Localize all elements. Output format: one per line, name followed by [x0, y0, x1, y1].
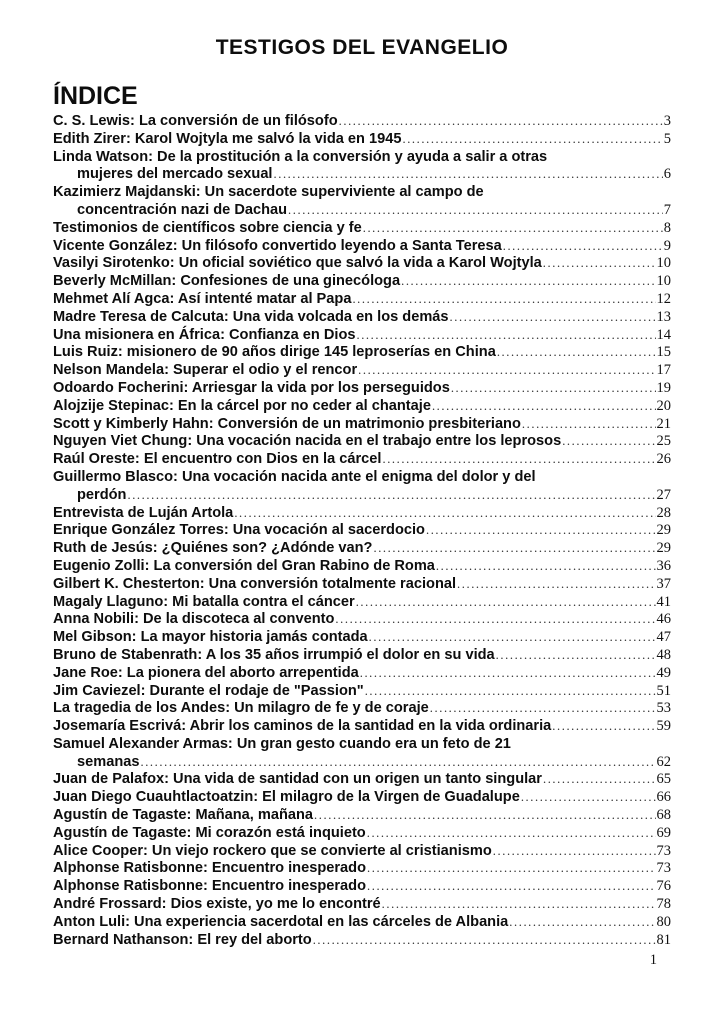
toc-entry-title-continuation: concentración nazi de Dachau — [77, 201, 288, 218]
toc-entry-page: 3 — [663, 113, 671, 129]
toc-entry — [53, 611, 671, 629]
dot-leader — [450, 309, 656, 327]
toc-entry-page: 41 — [656, 593, 671, 610]
dot-leader — [358, 362, 655, 380]
toc-entry-title: Entrevista de Luján Artola — [53, 504, 234, 521]
toc-entry-title: Enrique González Torres: Una vocación al sacerdocio — [53, 522, 425, 539]
toc-entry-page: 73 — [656, 842, 671, 859]
toc-entry — [53, 665, 671, 683]
dot-leader — [365, 683, 656, 701]
toc-entry — [53, 505, 671, 523]
dot-leader — [127, 487, 655, 505]
toc-entry — [53, 291, 671, 309]
toc-entry-page: 9 — [663, 237, 671, 254]
toc-entry — [53, 718, 671, 736]
toc-entry — [53, 629, 671, 647]
toc-entry — [53, 380, 671, 398]
dot-leader — [363, 220, 663, 238]
toc-entry-page: 8 — [663, 219, 671, 236]
toc-entry-page: 66 — [656, 789, 671, 806]
dot-leader — [314, 807, 655, 825]
toc-entry-page: 21 — [656, 415, 671, 432]
toc-entry-page: 36 — [656, 557, 671, 574]
dot-leader — [543, 771, 656, 789]
toc-entry-title: Bernard Nathanson: El rey del aborto — [53, 931, 312, 948]
dot-leader — [367, 878, 656, 896]
toc-entry — [53, 131, 671, 149]
toc-entry-page: 14 — [656, 326, 671, 343]
toc-entry-title-continuation: perdón — [77, 486, 127, 503]
dot-leader — [360, 665, 656, 683]
toc-entry — [53, 327, 671, 345]
toc-entry-title: Jim Caviezel: Durante el rodaje de "Passion" — [53, 682, 364, 699]
toc-entry — [53, 255, 671, 273]
toc-entry — [53, 540, 671, 558]
toc-entry-title: Agustín de Tagaste: Mañana, mañana — [53, 807, 314, 824]
toc-entry-page: 65 — [656, 771, 671, 788]
dot-leader — [436, 558, 656, 576]
toc-entry-title: Guillermo Blasco: Una vocación nacida ante el enigma del dolor y del — [53, 468, 536, 485]
toc-entry-title: Anton Luli: Una experiencia sacerdotal en las cárceles de Albania — [53, 913, 509, 930]
toc-entry-title: Bruno de Stabenrath: A los 35 años irrumpió el dolor en su vida — [53, 646, 495, 663]
toc-entry — [53, 825, 671, 843]
toc-entry-title: La tragedia de los Andes: Un milagro de fe y de coraje — [53, 700, 429, 717]
toc-entry-title: Josemaría Escrivá: Abrir los caminos de la santidad en la vida ordinaria — [53, 718, 552, 735]
toc-entry-title: Luis Ruiz: misionero de 90 años dirige 145 leproserías en China — [53, 344, 496, 361]
toc-entry-page: 78 — [656, 896, 671, 913]
toc-entry-page: 53 — [656, 700, 671, 717]
toc-entry-title: Mehmet Alí Agca: Así intenté matar al Papa — [53, 290, 352, 307]
toc-entry — [53, 469, 671, 505]
toc-entry-page: 27 — [656, 486, 671, 503]
toc-entry-page: 13 — [656, 308, 671, 325]
toc-entry-title: Ruth de Jesús: ¿Quiénes son? ¿Adónde van? — [53, 540, 373, 557]
toc-entry-page: 62 — [656, 753, 671, 770]
toc-entry — [53, 522, 671, 540]
toc-entry-page: 46 — [656, 611, 671, 628]
toc-entry-title-continuation: mujeres del mercado sexual — [77, 166, 273, 183]
toc-entry-page: 59 — [656, 718, 671, 735]
toc-entry — [53, 309, 671, 327]
dot-leader — [274, 166, 663, 184]
dot-leader — [369, 629, 656, 647]
toc-entry-page: 19 — [656, 379, 671, 396]
dot-leader — [521, 789, 656, 807]
toc-entry-title: Kazimierz Majdanski: Un sacerdote superviviente al campo de — [53, 184, 484, 201]
toc-entry — [53, 843, 671, 861]
dot-leader — [432, 398, 656, 416]
toc-entry-title: Juan Diego Cuauhtlactoatzin: El milagro de la Virgen de Guadalupe — [53, 789, 520, 806]
toc-entry-title: Madre Teresa de Calcuta: Una vida volcada en los demás — [53, 308, 449, 325]
toc-entry-title: Testimonios de científicos sobre ciencia y fe — [53, 219, 362, 236]
toc-entry-page: 81 — [656, 931, 671, 948]
dot-leader — [457, 576, 655, 594]
toc-entry-title: Magaly Llaguno: Mi batalla contra el cáncer — [53, 593, 355, 610]
toc-entry-title: Anna Nobili: De la discoteca al convento — [53, 611, 335, 628]
dot-leader — [352, 291, 655, 309]
dot-leader — [552, 718, 655, 736]
dot-leader — [509, 914, 655, 932]
dot-leader — [451, 380, 656, 398]
toc-entry — [53, 558, 671, 576]
dot-leader — [140, 754, 655, 772]
toc-entry — [53, 451, 671, 469]
toc-entry — [53, 807, 671, 825]
toc-entry-page: 5 — [663, 130, 671, 147]
toc-entry-title: Beverly McMillan: Confesiones de una ginecóloga — [53, 273, 401, 290]
toc-entry-page: 37 — [656, 575, 671, 592]
toc-entry-page: 10 — [656, 273, 671, 290]
toc-entry — [53, 273, 671, 291]
dot-leader — [356, 594, 656, 612]
toc-entry-title: Raúl Oreste: El encuentro con Dios en la cárcel — [53, 451, 382, 468]
toc-entry — [53, 700, 671, 718]
toc-entry — [53, 149, 671, 185]
toc-entry-page: 73 — [656, 860, 671, 877]
toc-entry-page: 20 — [656, 397, 671, 414]
toc-heading: ÍNDICE — [53, 82, 138, 110]
toc-entry — [53, 113, 671, 131]
toc-entry-title: Alphonse Ratisbonne: Encuentro inesperado — [53, 878, 366, 895]
toc-entry-title: André Frossard: Dios existe, yo me lo encontré — [53, 896, 381, 913]
toc-entry-title: Agustín de Tagaste: Mi corazón está inquieto — [53, 824, 366, 841]
toc-entry — [53, 789, 671, 807]
toc-entry-page: 17 — [656, 362, 671, 379]
toc-entry-page: 12 — [656, 290, 671, 307]
toc-entry-page: 6 — [663, 166, 671, 183]
toc-entry-title-continuation: semanas — [77, 753, 140, 770]
toc-entry-title: Vicente González: Un filósofo convertido leyendo a Santa Teresa — [53, 237, 502, 254]
toc-entry-title: Samuel Alexander Armas: Un gran gesto cuando era un feto de 21 — [53, 735, 511, 752]
toc-entry — [53, 878, 671, 896]
toc-entry-page: 26 — [656, 451, 671, 468]
toc-entry — [53, 362, 671, 380]
dot-leader — [339, 113, 663, 131]
toc-entry-title: Alojzije Stepinac: En la cárcel por no ceder al chantaje — [53, 397, 431, 414]
toc-entry — [53, 220, 671, 238]
dot-leader — [402, 131, 662, 149]
toc-entry-title: Scott y Kimberly Hahn: Conversión de un matrimonio presbiteriano — [53, 415, 521, 432]
dot-leader — [522, 416, 656, 434]
dot-leader — [496, 647, 656, 665]
toc-list — [53, 113, 671, 949]
toc-entry-title: Linda Watson: De la prostitución a la conversión y ayuda a salir a otras — [53, 148, 548, 165]
dot-leader — [503, 238, 663, 256]
toc-entry — [53, 914, 671, 932]
toc-entry-page: 29 — [656, 522, 671, 539]
toc-entry — [53, 932, 671, 950]
dot-leader — [497, 344, 656, 362]
toc-entry — [53, 860, 671, 878]
page-number: 1 — [649, 952, 657, 969]
dot-leader — [288, 202, 663, 220]
toc-entry — [53, 594, 671, 612]
toc-entry-page: 47 — [656, 629, 671, 646]
toc-entry-title: Odoardo Focherini: Arriesgar la vida por los perseguidos — [53, 379, 450, 396]
dot-leader — [313, 932, 656, 950]
toc-entry — [53, 416, 671, 434]
toc-entry-title: C. S. Lewis: La conversión de un filósofo — [53, 113, 338, 129]
toc-entry-title: Alice Cooper: Un viejo rockero que se convierte al cristianismo — [53, 842, 492, 859]
toc-entry-page: 76 — [656, 878, 671, 895]
toc-entry-title: Nelson Mandela: Superar el odio y el rencor — [53, 362, 358, 379]
dot-leader — [367, 860, 656, 878]
toc-entry-page: 68 — [656, 807, 671, 824]
toc-entry-title: Gilbert K. Chesterton: Una conversión totalmente racional — [53, 575, 457, 592]
toc-entry-title: Edith Zirer: Karol Wojtyla me salvó la vida en 1945 — [53, 130, 402, 147]
toc-entry — [53, 771, 671, 789]
toc-entry-page: 25 — [656, 433, 671, 450]
toc-entry — [53, 344, 671, 362]
dot-leader — [493, 843, 656, 861]
toc-entry-page: 49 — [656, 664, 671, 681]
dot-leader — [382, 896, 656, 914]
toc-entry — [53, 184, 671, 220]
dot-leader — [426, 522, 656, 540]
toc-entry-title: Vasilyi Sirotenko: Un oficial soviético que salvó la vida a Karol Wojtyla — [53, 255, 542, 272]
toc-entry — [53, 433, 671, 451]
dot-leader — [234, 505, 655, 523]
toc-entry-title: Nguyen Viet Chung: Una vocación nacida en el trabajo entre los leprosos — [53, 433, 562, 450]
toc-entry-title: Jane Roe: La pionera del aborto arrepentida — [53, 664, 359, 681]
toc-entry-page: 48 — [656, 646, 671, 663]
toc-entry — [53, 647, 671, 665]
toc-entry — [53, 238, 671, 256]
toc-entry — [53, 398, 671, 416]
dot-leader — [367, 825, 656, 843]
toc-entry-title: Una misionera en África: Confianza en Dios — [53, 326, 356, 343]
toc-entry-title: Juan de Palafox: Una vida de santidad con un origen un tanto singular — [53, 771, 542, 788]
toc-entry-page: 51 — [656, 682, 671, 699]
toc-entry — [53, 736, 671, 772]
toc-entry — [53, 683, 671, 701]
toc-entry-page: 7 — [663, 201, 671, 218]
dot-leader — [430, 700, 656, 718]
document-title: TESTIGOS DEL EVANGELIO — [215, 36, 509, 59]
dot-leader — [562, 433, 655, 451]
toc-entry-page: 80 — [656, 913, 671, 930]
toc-entry-title: Alphonse Ratisbonne: Encuentro inesperado — [53, 860, 366, 877]
dot-leader — [401, 273, 655, 291]
dot-leader — [356, 327, 655, 345]
toc-entry-title: Eugenio Zolli: La conversión del Gran Rabino de Roma — [53, 557, 435, 574]
toc-entry-page: 28 — [656, 504, 671, 521]
toc-entry-title: Mel Gibson: La mayor historia jamás contada — [53, 629, 368, 646]
toc-entry — [53, 896, 671, 914]
toc-entry — [53, 576, 671, 594]
dot-leader — [335, 611, 655, 629]
dot-leader — [543, 255, 656, 273]
dot-leader — [382, 451, 655, 469]
toc-entry-page: 10 — [656, 255, 671, 272]
toc-entry-page: 15 — [656, 344, 671, 361]
toc-entry-page: 69 — [656, 824, 671, 841]
toc-entry-page: 29 — [656, 540, 671, 557]
dot-leader — [373, 540, 655, 558]
